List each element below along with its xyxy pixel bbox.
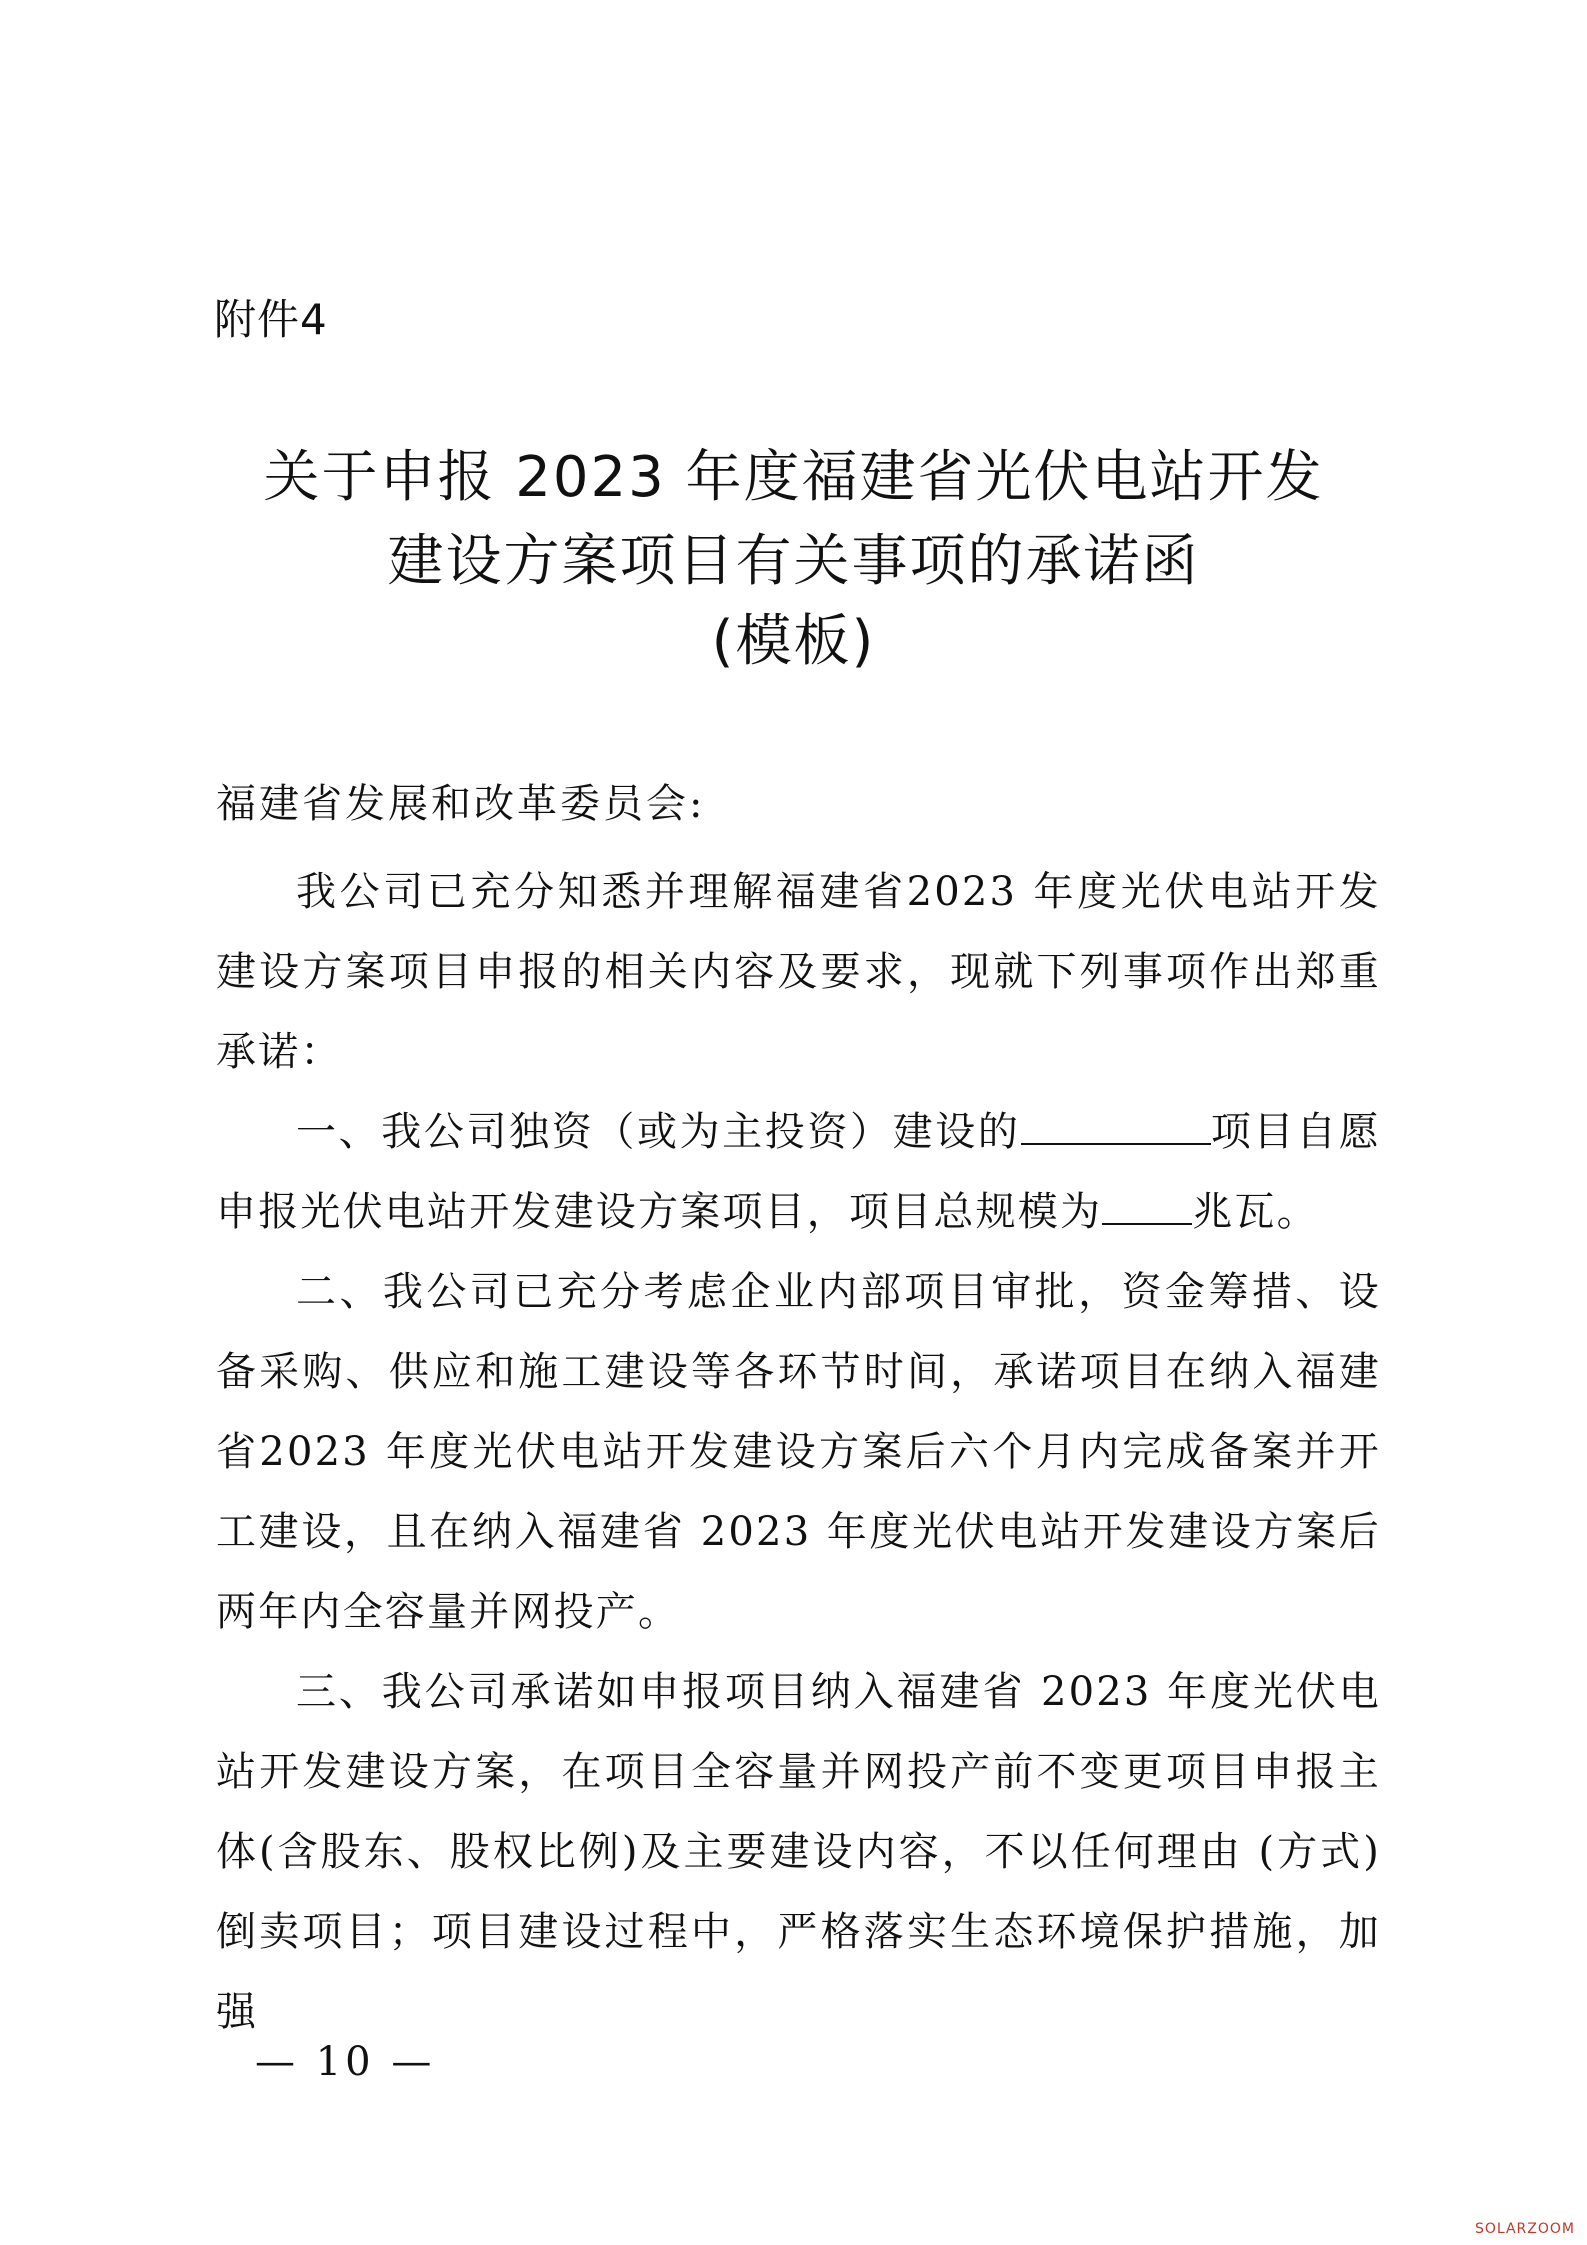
watermark: SOLARZOOM xyxy=(1474,2221,1575,2237)
item-1-text-c: 兆瓦。 xyxy=(1192,1189,1319,1235)
item-3-paragraph: 三、我公司承诺如申报项目纳入福建省 2023 年度光伏电站开发建设方案，在项目全容量并网投产前不变更项目申报主体(含股东、股权比例)及主要建设内容，不以任何理由 (方式)倒卖项目；项目建设过程中，严格落实生态环境保护措施，加强 xyxy=(216,1669,1381,2035)
item-1-text-b: 项目自愿申报光伏电站开发建设方案项目，项目总规模为 xyxy=(216,1109,1381,1235)
document-body xyxy=(216,852,1381,2052)
item-1-paragraph xyxy=(216,1092,1381,1252)
document-title-line-2: 建设方案项目有关事项的承诺函 xyxy=(387,529,1200,594)
document-title-line-3: (模板) xyxy=(711,609,876,674)
page-number: — 10 — xyxy=(255,2039,436,2085)
intro-paragraph: 我公司已充分知悉并理解福建省2023 年度光伏电站开发建设方案项目申报的相关内容及要求，现就下列事项作出郑重承诺： xyxy=(216,869,1381,1075)
document-title-line-1: 关于申报 2023 年度福建省光伏电站开发 xyxy=(263,445,1324,510)
item-1-text-a: 一、我公司独资（或为主投资）建设的 xyxy=(296,1109,1021,1155)
salutation: 福建省发展和改革委员会: xyxy=(216,781,706,827)
project-name-blank xyxy=(1021,1109,1211,1145)
item-2-paragraph: 二、我公司已充分考虑企业内部项目审批，资金筹措、设备采购、供应和施工建设等各环节时间，承诺项目在纳入福建省2023 年度光伏电站开发建设方案后六个月内完成备案并开工建设，且在纳入福建省 2023 年度光伏电站开发建设方案后两年内全容量并网投产。 xyxy=(216,1269,1381,1635)
capacity-blank xyxy=(1102,1189,1192,1225)
attachment-label: 附件4 xyxy=(214,295,328,344)
